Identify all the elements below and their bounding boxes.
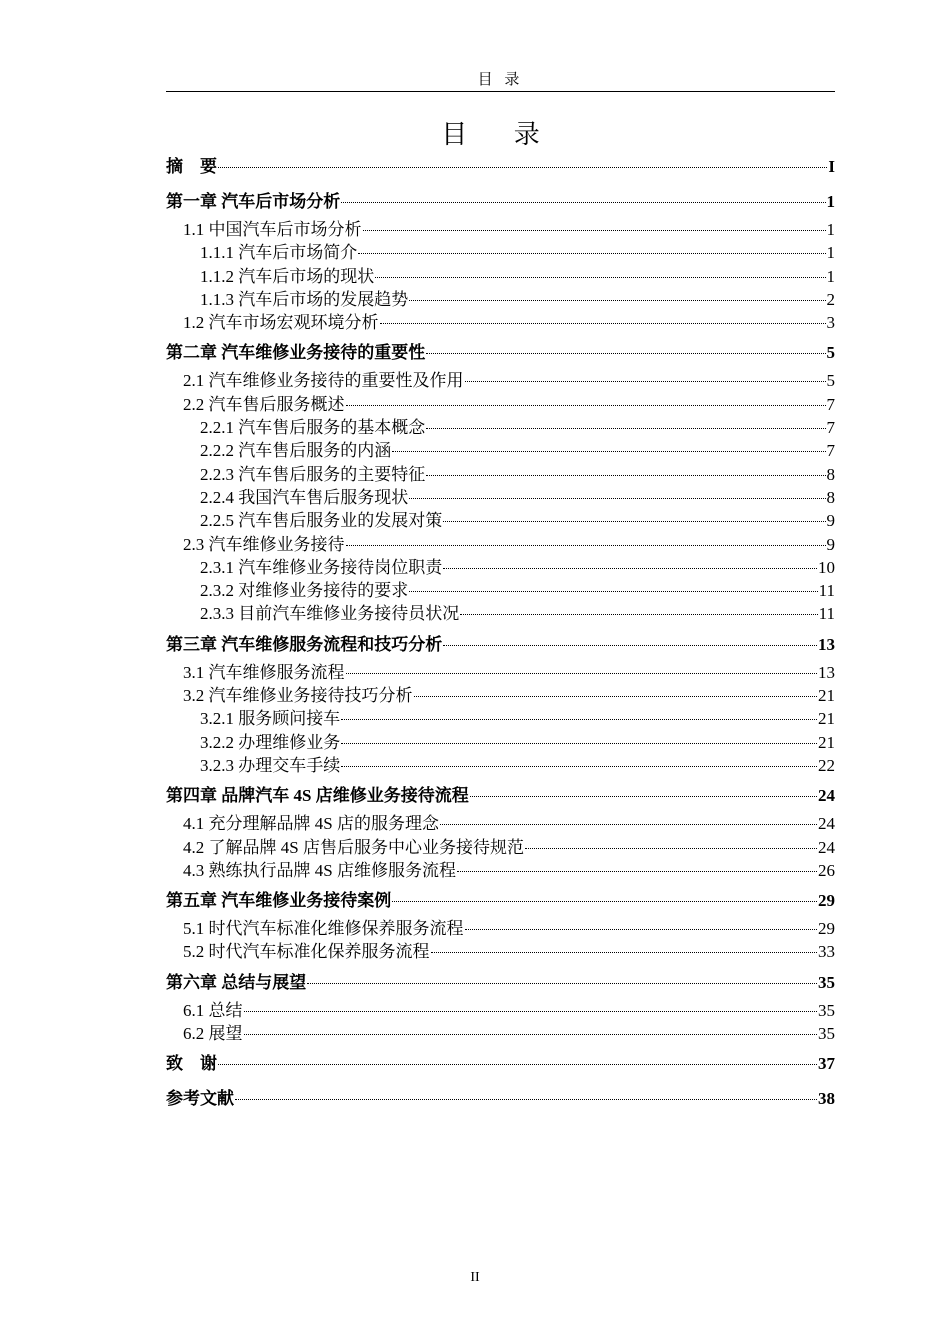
- toc-entry-page: 7: [826, 394, 835, 414]
- toc-entry-page: 35: [818, 1000, 835, 1020]
- toc-entry-title: 2.1 汽车维修业务接待的重要性及作用: [183, 371, 464, 391]
- toc-entry-page: I: [828, 157, 835, 176]
- page-title: 目 录: [441, 120, 560, 149]
- toc-entry-title: 3.1 汽车维修服务流程: [183, 662, 345, 682]
- dot-leader: [457, 870, 817, 872]
- toc-entry-page: 11: [818, 604, 835, 624]
- dot-leader: [244, 1033, 818, 1035]
- toc-chapter-entry[interactable]: [166, 185, 835, 218]
- toc-entry-title: 2.2.4 我国汽车售后服务现状: [200, 487, 409, 507]
- dot-leader: [346, 672, 818, 674]
- toc-subsection-entry[interactable]: [166, 288, 835, 311]
- toc-chapter-entry[interactable]: [166, 150, 835, 183]
- toc-subsection-entry[interactable]: [166, 241, 835, 264]
- toc-entry-page: 10: [818, 557, 835, 577]
- toc-subsection-entry[interactable]: [166, 602, 835, 625]
- toc-section-entry[interactable]: [166, 393, 835, 416]
- toc-entry-page: 9: [826, 534, 835, 554]
- dot-leader: [465, 928, 818, 930]
- toc-subsection-entry[interactable]: [166, 731, 835, 754]
- dot-leader: [218, 1063, 817, 1065]
- dot-leader: [409, 299, 825, 301]
- toc-subsection-entry[interactable]: [166, 463, 835, 486]
- dot-leader: [380, 322, 826, 324]
- dot-leader: [358, 252, 825, 254]
- toc-section-entry[interactable]: [166, 684, 835, 707]
- toc-subsection-entry[interactable]: [166, 556, 835, 579]
- toc-chapter-entry[interactable]: [166, 628, 835, 661]
- toc-entry-page: 8: [826, 464, 835, 484]
- toc-chapter-entry[interactable]: [166, 884, 835, 917]
- dot-leader: [375, 276, 825, 278]
- toc-entry-title: 1.1.1 汽车后市场简介: [200, 243, 358, 263]
- toc-section-entry[interactable]: [166, 917, 835, 940]
- toc-chapter-entry[interactable]: [166, 336, 835, 369]
- dot-leader: [443, 644, 817, 646]
- toc-entry-title: 1.2 汽车市场宏观环境分析: [183, 313, 379, 333]
- toc-section-entry[interactable]: [166, 661, 835, 684]
- toc-subsection-entry[interactable]: [166, 707, 835, 730]
- toc-entry-title: 2.2.2 汽车售后服务的内涵: [200, 441, 392, 461]
- dot-leader: [426, 474, 825, 476]
- page-number: II: [470, 1270, 480, 1285]
- dot-leader: [426, 427, 825, 429]
- toc-entry-title: 第一章 汽车后市场分析: [166, 192, 341, 211]
- toc-entry-title: 2.3.2 对维修业务接待的要求: [200, 581, 409, 601]
- toc-section-entry[interactable]: [166, 940, 835, 963]
- toc-chapter-entry[interactable]: [166, 779, 835, 812]
- toc-entry-page: 13: [818, 634, 835, 654]
- toc-entry-title: 4.1 充分理解品牌 4S 店的服务理念: [183, 814, 439, 834]
- dot-leader: [363, 229, 826, 231]
- dot-leader: [346, 404, 826, 406]
- toc-subsection-entry[interactable]: [166, 509, 835, 532]
- toc-chapter-entry[interactable]: [166, 1047, 835, 1080]
- toc-entry-page: 38: [818, 1089, 835, 1109]
- toc-entry-title: 摘 要: [166, 157, 217, 176]
- toc-entry-page: 7: [826, 418, 835, 438]
- toc-subsection-entry[interactable]: [166, 416, 835, 439]
- toc-section-entry[interactable]: [166, 836, 835, 859]
- toc-entry-page: 37: [818, 1054, 835, 1074]
- toc-entry-page: 1: [826, 243, 835, 263]
- dot-leader: [525, 847, 817, 849]
- dot-leader: [341, 765, 817, 767]
- dot-leader: [426, 352, 825, 354]
- toc-entry-page: 8: [826, 487, 835, 507]
- dot-leader: [409, 497, 825, 499]
- toc-section-entry[interactable]: [166, 533, 835, 556]
- toc-entry-page: 21: [818, 686, 835, 706]
- toc-entry-title: 2.3.3 目前汽车维修业务接待员状况: [200, 604, 460, 624]
- toc-entry-page: 22: [818, 755, 835, 775]
- toc-entry-page: 7: [826, 441, 835, 461]
- dot-leader: [443, 567, 817, 569]
- toc-entry-title: 第五章 汽车维修业务接待案例: [166, 891, 392, 911]
- dot-leader: [307, 982, 817, 984]
- toc-entry-title: 3.2.2 办理维修业务: [200, 732, 341, 752]
- dot-leader: [460, 613, 817, 615]
- dot-leader: [465, 380, 826, 382]
- toc-entry-title: 4.3 熟练执行品牌 4S 店维修服务流程: [183, 860, 456, 880]
- toc-entry-title: 2.2.5 汽车售后服务业的发展对策: [200, 511, 443, 531]
- toc-section-entry[interactable]: [166, 999, 835, 1022]
- toc-section-entry[interactable]: [166, 369, 835, 392]
- toc-entry-title: 第六章 总结与展望: [166, 972, 307, 992]
- dot-leader: [392, 900, 817, 902]
- toc-entry-title: 2.3 汽车维修业务接待: [183, 534, 345, 554]
- toc-section-entry[interactable]: [166, 812, 835, 835]
- dot-leader: [244, 1010, 818, 1012]
- toc-entry-title: 3.2.1 服务顾问接车: [200, 709, 341, 729]
- toc-entry-title: 第四章 品牌汽车 4S 店维修业务接待流程: [166, 786, 469, 806]
- toc-chapter-entry[interactable]: [166, 1082, 835, 1115]
- toc-entry-page: 1: [826, 220, 835, 239]
- toc-entry-title: 4.2 了解品牌 4S 店售后服务中心业务接待规范: [183, 837, 524, 857]
- toc-entry-title: 1.1.3 汽车后市场的发展趋势: [200, 289, 409, 309]
- dot-leader: [392, 450, 825, 452]
- toc-entry-title: 第二章 汽车维修业务接待的重要性: [166, 343, 426, 363]
- toc-subsection-entry[interactable]: [166, 579, 835, 602]
- toc-chapter-entry[interactable]: [166, 966, 835, 999]
- dot-leader: [341, 201, 825, 203]
- toc-entry-page: 1: [826, 192, 835, 211]
- toc-entry-title: 1.1 中国汽车后市场分析: [183, 220, 362, 239]
- toc-entry-page: 35: [818, 1024, 835, 1044]
- dot-leader: [341, 742, 817, 744]
- toc-subsection-entry[interactable]: [166, 265, 835, 288]
- toc-entry-page: 2: [826, 289, 835, 309]
- toc-section-entry[interactable]: [166, 1022, 835, 1045]
- dot-leader: [218, 166, 827, 168]
- toc-entry-title: 3.2 汽车维修业务接待技巧分析: [183, 686, 413, 706]
- dot-leader: [440, 823, 817, 825]
- toc-entry-title: 参考文献: [166, 1089, 234, 1109]
- toc-entry-title: 3.2.3 办理交车手续: [200, 755, 341, 775]
- toc-entry-page: 5: [826, 371, 835, 391]
- toc-section-entry[interactable]: [166, 218, 835, 241]
- toc-entry-title: 致 谢: [166, 1054, 217, 1074]
- toc-entry-title: 2.2.1 汽车售后服务的基本概念: [200, 418, 426, 438]
- toc-subsection-entry[interactable]: [166, 754, 835, 777]
- toc-entry-title: 5.1 时代汽车标准化维修保养服务流程: [183, 919, 464, 939]
- toc-entry-page: 26: [818, 860, 835, 880]
- toc-entry-page: 33: [818, 942, 835, 962]
- running-header: 目 录: [166, 68, 835, 92]
- dot-leader: [409, 590, 817, 592]
- toc-section-entry[interactable]: [166, 311, 835, 334]
- toc-entry-title: 6.1 总结: [183, 1000, 243, 1020]
- dot-leader: [414, 695, 818, 697]
- toc-entry-page: 9: [826, 511, 835, 531]
- dot-leader: [443, 520, 825, 522]
- dot-leader: [346, 544, 826, 546]
- toc-entry-title: 2.3.1 汽车维修业务接待岗位职责: [200, 557, 443, 577]
- toc-entry-page: 29: [818, 919, 835, 939]
- toc-entry-title: 1.1.2 汽车后市场的现状: [200, 266, 375, 286]
- toc-entry-page: 21: [818, 732, 835, 752]
- toc-entry-page: 5: [826, 343, 835, 363]
- toc-entry-title: 6.2 展望: [183, 1024, 243, 1044]
- toc-entry-page: 21: [818, 709, 835, 729]
- toc-entry-page: 1: [826, 266, 835, 286]
- toc-subsection-entry[interactable]: [166, 439, 835, 462]
- toc-entry-page: 24: [818, 814, 835, 834]
- toc-entry-title: 5.2 时代汽车标准化保养服务流程: [183, 942, 430, 962]
- toc-entry-page: 29: [818, 891, 835, 911]
- dot-leader: [470, 795, 817, 797]
- toc-entry-page: 24: [818, 786, 835, 806]
- table-of-contents: [166, 150, 835, 1115]
- toc-entry-title: 2.2.3 汽车售后服务的主要特征: [200, 464, 426, 484]
- dot-leader: [235, 1098, 817, 1100]
- toc-subsection-entry[interactable]: [166, 486, 835, 509]
- toc-entry-page: 3: [826, 313, 835, 333]
- toc-section-entry[interactable]: [166, 859, 835, 882]
- toc-entry-page: 13: [818, 662, 835, 682]
- toc-entry-title: 第三章 汽车维修服务流程和技巧分析: [166, 634, 443, 654]
- dot-leader: [341, 718, 817, 720]
- toc-entry-page: 24: [818, 837, 835, 857]
- toc-entry-page: 35: [818, 972, 835, 992]
- toc-entry-title: 2.2 汽车售后服务概述: [183, 394, 345, 414]
- toc-entry-page: 11: [818, 581, 835, 601]
- dot-leader: [431, 951, 818, 953]
